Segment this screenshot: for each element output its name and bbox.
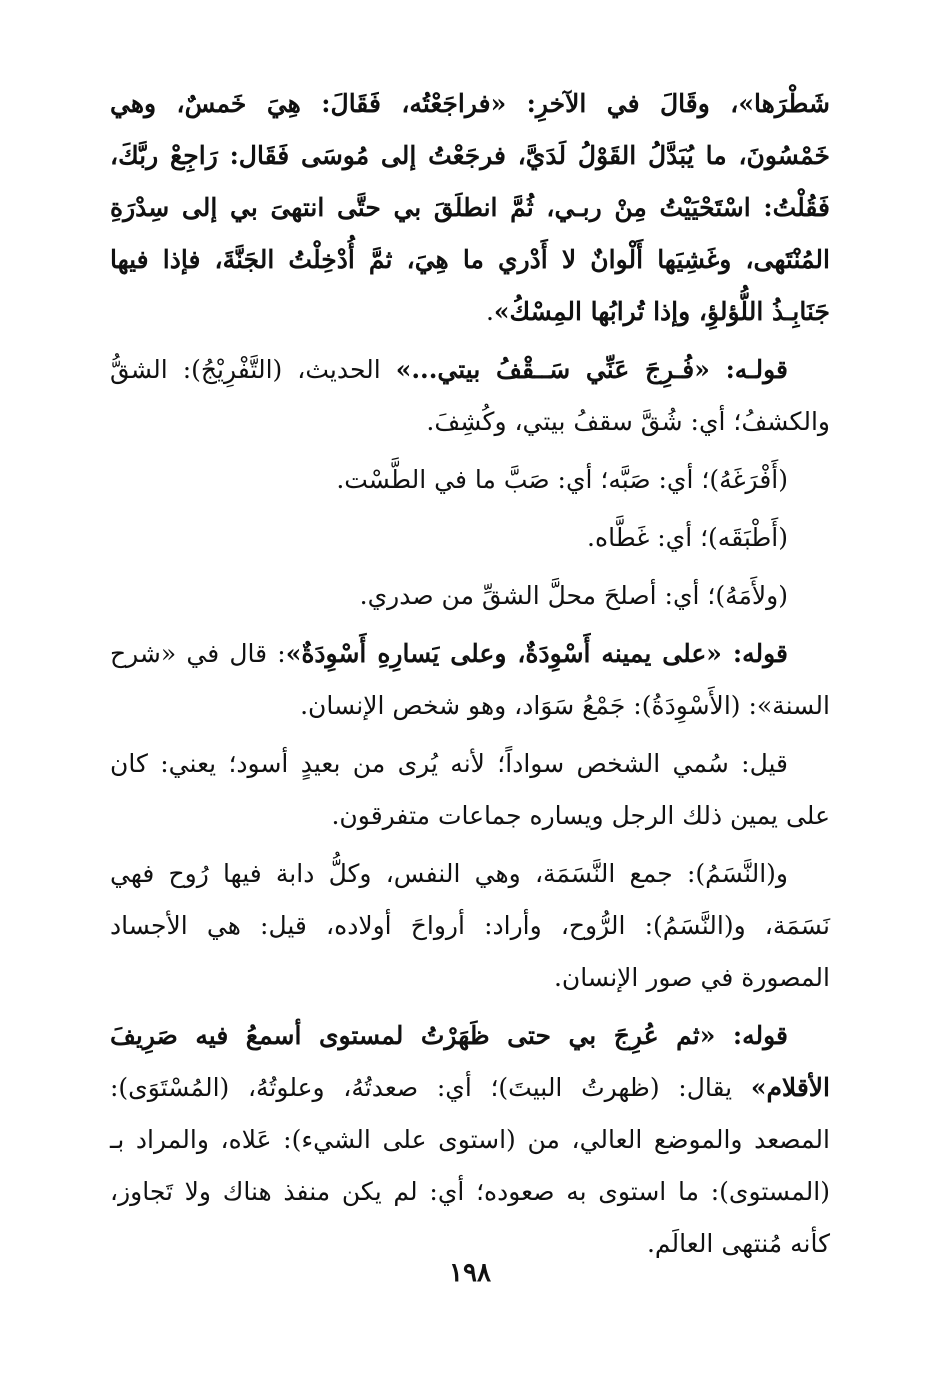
quoted-hadith-text: قوله: «على يمينه أَسْوِدَةٌ، وعلى يَسارِهِ أَسْوِدَةٌ» <box>285 639 788 668</box>
page-number: ١٩٨ <box>449 1258 491 1288</box>
paragraph <box>110 344 830 448</box>
commentary-text: الحديث، (التَّفْرِيْجُ): الشقُّ والكشفُ؛ أي: شُقَّ سقفُ بيتي، وكُشِفَ. <box>110 355 830 436</box>
paragraph <box>110 78 830 338</box>
commentary-text: . <box>485 297 494 326</box>
paragraph <box>110 570 830 622</box>
page-body <box>110 78 830 1276</box>
commentary-text: يقال: (ظهرتُ البيتَ)؛ أي: صعدتُهُ، وعلوتُهُ، (المُسْتَوَى): المصعد والموضع العالي، من (استوى على الشيء): عَلاه، والمراد بـ (المستوى): ما استوى به صعوده؛ أي: لم يكن منفذ هناك ولا تَجاوز، كأنه مُنتهى العالَم. <box>110 1073 830 1258</box>
quoted-hadith-text: شَطْرَها»، وقَالَ في الآخرِ: «فراجَعْتُه، فَقَالَ: هِيَ خَمسٌ، وهي خَمْسُونَ، ما يُبَدَّلُ القَوْلُ لَدَيَّ، فرجَعْتُ إلى مُوسَى فَقَال: رَاجِعْ ربَّكَ، فَقُلْتُ: اسْتَحْيَيْتُ مِنْ ربـي، ثُمَّ انطلَقَ بي حتَّى انتهىَ بي إلى سِدْرَةِ المُنْتَهى، وغَشِيَها أَلْوانٌ لا أَدْري ما هِيَ، ثمَّ أُدْخِلْتُ الجَنَّةَ، فإذا فيها جَنَابِـذُ اللُّؤلؤِ، وإذا تُرابُها المِسْكُ» <box>110 89 830 326</box>
paragraph <box>110 512 830 564</box>
paragraph <box>110 628 830 732</box>
commentary-text: (أَفْرَغَهُ)؛ أي: صَبَّه؛ أي: صَبَّ ما في الطَّسْت. <box>336 465 788 494</box>
commentary-text: قيل: سُمي الشخص سواداً؛ لأنه يُرى من بعيدٍ أسود؛ يعني: كان على يمين ذلك الرجل ويساره جماعات متفرقون. <box>110 749 830 830</box>
paragraph <box>110 738 830 842</box>
paragraph <box>110 848 830 1004</box>
quoted-hadith-text: قوله: «ثم عُرِجَ بي حتى ظَهَرْتُ لمستوى أسمعُ فيه صَرِيفَ الأقلام» <box>110 1021 830 1102</box>
commentary-text: : قال في «شرح السنة»: (الأَسْوِدَةُ): جَمْعُ سَوَاد، وهو شخص الإنسان. <box>110 639 830 720</box>
commentary-text: (أَطْبَقَه)؛ أي: غَطَّاه. <box>587 523 788 552</box>
commentary-text: (ولأَمَهُ)؛ أي: أصلحَ محلَّ الشقِّ من صدري. <box>359 581 788 610</box>
paragraph <box>110 454 830 506</box>
paragraph <box>110 1010 830 1270</box>
quoted-hadith-text: قولـه: «فُـرِجَ عَنِّي سَــقْفُ بيتي...» <box>395 355 789 384</box>
commentary-text: و(النَّسَمُ): جمع النَّسَمَة، وهي النفس، وكلُّ دابة فيها رُوح فهي نَسَمَة، و(النَّسَمُ): الرُّوح، وأراد: أرواحَ أولاده، قيل: هي الأجساد المصورة في صور الإنسان. <box>110 859 830 992</box>
